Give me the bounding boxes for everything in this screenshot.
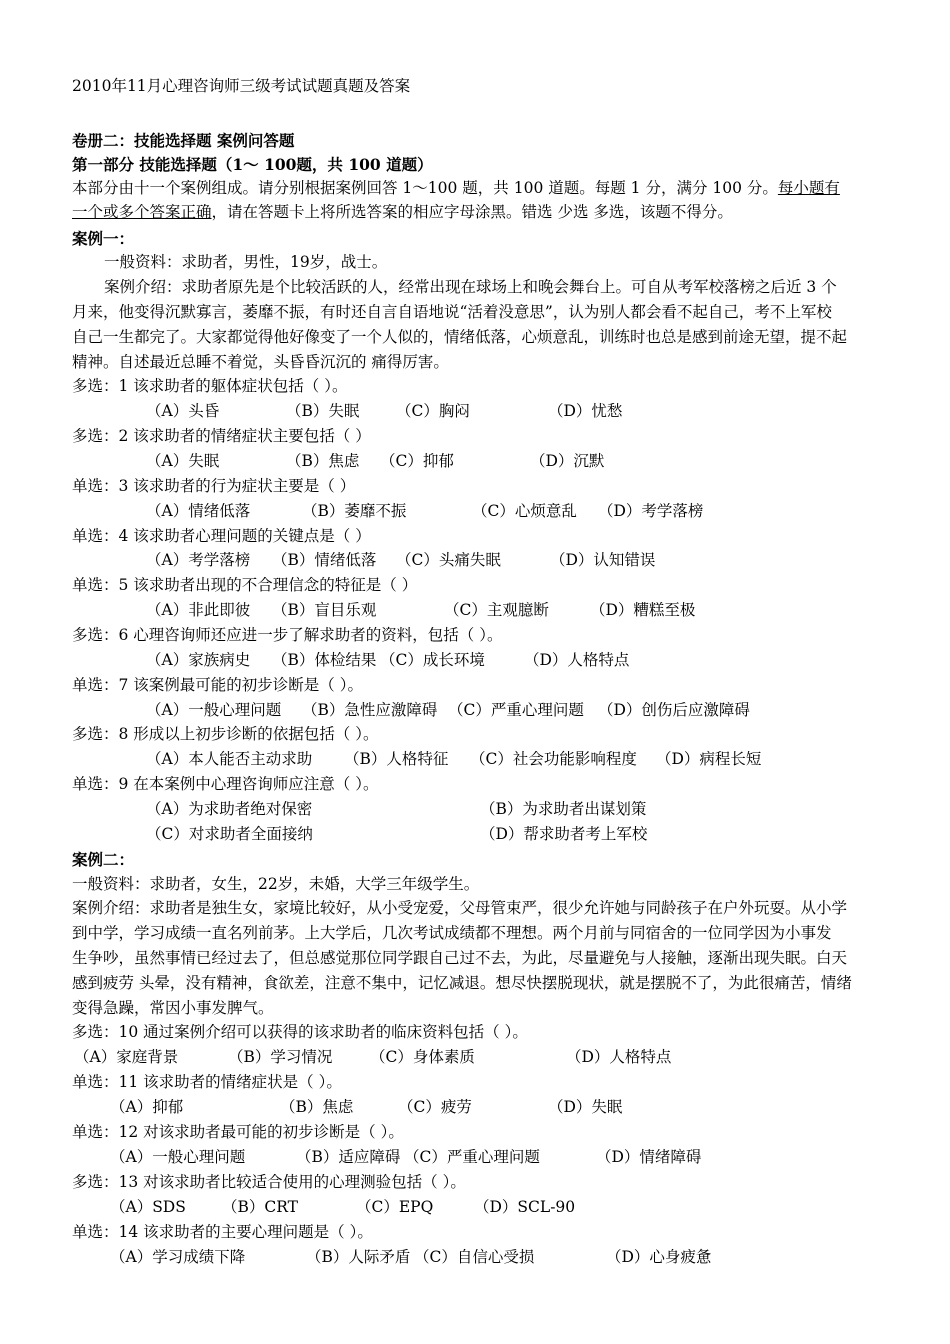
option-a: （A）学习成绩下降 xyxy=(110,1248,246,1266)
option-a: （A）一般心理问题 xyxy=(110,1148,246,1166)
option-b: （B）焦虑 xyxy=(280,1098,354,1116)
case-general-info: 一般资料：求助者，女生，22岁，未婚，大学三年级学生。 xyxy=(72,875,480,893)
option-d: （D）失眠 xyxy=(548,1098,623,1116)
option-c: （C）EPQ xyxy=(356,1198,434,1216)
question-stem: 单选：9 在本案例中心理咨询师应注意（ ）。 xyxy=(72,775,379,793)
option-b: （B）适应障碍 xyxy=(296,1148,401,1166)
question-stem: 多选：8 形成以上初步诊断的依据包括（ ）。 xyxy=(72,725,379,743)
option-c: （C）主观臆断 xyxy=(444,601,549,619)
option-a: （A）一般心理问题 xyxy=(146,701,282,719)
option-c: （C）严重心理问题 xyxy=(404,1148,540,1166)
option-c: （C）成长环境 xyxy=(380,651,485,669)
case-description-line: 生争吵，虽然事情已经过去了，但总感觉那位同学跟自己过不去，为此，尽量避免与人接触，逐渐出现失眠。白天 xyxy=(72,949,848,967)
option-c: （C）自信心受损 xyxy=(414,1248,535,1266)
option-b: （B）焦虑 xyxy=(286,452,360,470)
option-c: （C）胸闷 xyxy=(396,402,470,420)
option-a: （A）家庭背景 xyxy=(74,1048,179,1066)
option-b: （B）急性应激障碍 xyxy=(302,701,438,719)
question-stem: 单选：12 对该求助者最可能的初步诊断是（ ）。 xyxy=(72,1123,404,1141)
option-c: （C）头痛失眠 xyxy=(396,551,501,569)
option-a: （A）为求助者绝对保密 xyxy=(146,800,313,818)
option-a: （A）情绪低落 xyxy=(146,502,251,520)
question-stem: 单选：5 该求助者出现的不合理信念的特征是（ ） xyxy=(72,576,418,594)
question-stem: 单选：3 该求助者的行为症状主要是（ ） xyxy=(72,477,356,495)
option-a: （A）失眠 xyxy=(146,452,220,470)
option-b: （B）盲目乐观 xyxy=(272,601,377,619)
question-stem: 多选：1 该求助者的躯体症状包括（ ）。 xyxy=(72,377,348,395)
option-a: （A）抑郁 xyxy=(110,1098,184,1116)
option-d: （D）沉默 xyxy=(530,452,605,470)
case-heading: 案例一： xyxy=(72,229,135,248)
option-c: （C）抑郁 xyxy=(380,452,454,470)
option-d: （D）糟糕至极 xyxy=(590,601,696,619)
option-d: （D）帮求助者考上军校 xyxy=(480,825,648,843)
option-b: （B）失眠 xyxy=(286,402,360,420)
case-description-line: 精神。自述最近总睡不着觉，头昏昏沉沉的 痛得厉害。 xyxy=(72,353,449,371)
case-description-line: 感到疲劳 头晕，没有精神，食欲差，注意不集中，记忆减退。想尽快摆脱现状，就是摆脱不了，为此很痛苦，情绪 xyxy=(72,974,852,992)
option-c: （C）社会功能影响程度 xyxy=(470,750,637,768)
option-b: （B）人际矛盾 xyxy=(306,1248,411,1266)
option-b: （B）情绪低落 xyxy=(272,551,377,569)
option-a: （A）家族病史 xyxy=(146,651,251,669)
question-stem: 单选：7 该案例最可能的初步诊断是（ ）。 xyxy=(72,676,363,694)
option-b: （B）萎靡不振 xyxy=(302,502,407,520)
option-c: （C）心烦意乱 xyxy=(472,502,577,520)
option-d: （D）SCL-90 xyxy=(474,1198,576,1216)
case-description-line: 月来，他变得沉默寡言，萎靡不振，有时还自言自语地说“活着没意思”，认为别人都会看不起自己，考不上军校 xyxy=(72,303,832,321)
option-c: （C）对求助者全面接纳 xyxy=(146,825,313,843)
option-b: （B）体检结果 xyxy=(272,651,377,669)
instructions-text: ，请在答题卡上将所选答案的相应字母涂黑。错选 少选 多选，该题不得分。 xyxy=(211,203,733,221)
case-description-line: 案例介绍：求助者原先是个比较活跃的人，经常出现在球场上和晚会舞台上。可自从考军校落榜之后近 3 个 xyxy=(104,278,837,296)
option-a: （A）本人能否主动求助 xyxy=(146,750,313,768)
option-a: （A）考学落榜 xyxy=(146,551,251,569)
option-d: （D）考学落榜 xyxy=(598,502,704,520)
case-heading: 案例二： xyxy=(72,850,135,869)
option-d: （D）情绪障碍 xyxy=(596,1148,702,1166)
case-description-line: 到中学，学习成绩一直名列前茅。上大学后，几次考试成绩都不理想。两个月前与同宿舍的一位同学因为小事发 xyxy=(72,924,832,942)
instructions-emphasis: 每小题有 xyxy=(777,179,840,197)
option-c: （C）严重心理问题 xyxy=(448,701,584,719)
option-a: （A）非此即彼 xyxy=(146,601,251,619)
question-stem: 多选：10 通过案例介绍可以获得的该求助者的临床资料包括（ ）。 xyxy=(72,1023,528,1041)
document-title: 2010年11月心理咨询师三级考试试题真题及答案 xyxy=(72,77,411,95)
option-d: （D）病程长短 xyxy=(656,750,762,768)
option-b: （B）学习情况 xyxy=(228,1048,333,1066)
option-d: （D）认知错误 xyxy=(550,551,656,569)
question-stem: 单选：14 该求助者的主要心理问题是（ ）。 xyxy=(72,1223,373,1241)
option-c: （C）疲劳 xyxy=(398,1098,472,1116)
option-d: （D）人格特点 xyxy=(566,1048,672,1066)
option-b: （B）人格特征 xyxy=(344,750,449,768)
case-description-line: 案例介绍：求助者是独生女，家境比较好，从小受宠爱，父母管束严，很少允许她与同龄孩子在户外玩耍。从小学 xyxy=(72,899,848,917)
instructions-emphasis: 一个或多个答案正确 xyxy=(72,203,212,221)
question-stem: 多选：13 对该求助者比较适合使用的心理测验包括（ ）。 xyxy=(72,1173,466,1191)
instructions-line-1 xyxy=(72,176,840,201)
question-stem: 多选：6 心理咨询师还应进一步了解求助者的资料，包括（ ）。 xyxy=(72,626,503,644)
instructions-line-2 xyxy=(72,200,733,225)
option-d: （D）忧愁 xyxy=(548,402,623,420)
question-stem: 多选：2 该求助者的情绪症状主要包括（ ） xyxy=(72,427,371,445)
option-d: （D）创伤后应激障碍 xyxy=(598,701,750,719)
option-d: （D）人格特点 xyxy=(524,651,630,669)
option-b: （B）CRT xyxy=(222,1198,298,1216)
question-stem: 单选：4 该求助者心理问题的关键点是（ ） xyxy=(72,527,371,545)
option-a: （A）头昏 xyxy=(146,402,220,420)
case-general-info: 一般资料：求助者，男性，19岁，战士。 xyxy=(104,253,388,271)
question-stem: 单选：11 该求助者的情绪症状是（ ）。 xyxy=(72,1073,342,1091)
option-d: （D）心身疲惫 xyxy=(606,1248,712,1266)
volume-title: 卷册二：技能选择题 案例问答题 xyxy=(72,131,295,150)
option-b: （B）为求助者出谋划策 xyxy=(480,800,647,818)
case-description-line: 变得急躁，常因小事发脾气。 xyxy=(72,999,274,1017)
option-a: （A）SDS xyxy=(110,1198,186,1216)
part-title: 第一部分 技能选择题（1～ 100题，共 100 道题） xyxy=(72,155,433,174)
option-c: （C）身体素质 xyxy=(370,1048,475,1066)
instructions-text: 本部分由十一个案例组成。请分别根据案例回答 1～100 题，共 100 道题。每题 1 分，满分 100 分。 xyxy=(72,179,778,197)
case-description-line: 自己一生都完了。大家都觉得他好像变了一个人似的，情绪低落，心烦意乱，训练时也总是感到前途无望，提不起 xyxy=(72,328,848,346)
